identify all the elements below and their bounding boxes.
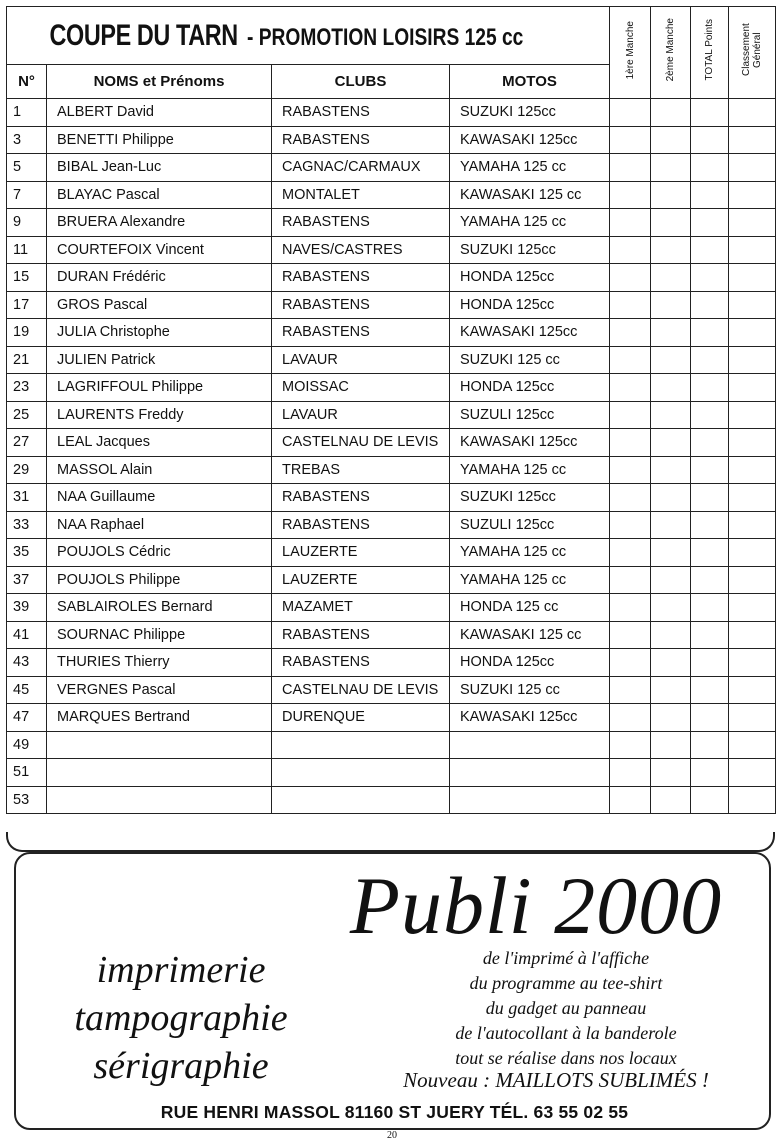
round2-score — [651, 209, 691, 237]
rider-moto: HONDA 125cc — [450, 291, 610, 319]
round2-score — [651, 786, 691, 814]
ad-service: imprimerie — [96, 949, 266, 991]
rider-club: LAVAUR — [272, 401, 450, 429]
overall-rank — [729, 154, 776, 182]
row-number: 23 — [7, 374, 47, 402]
rider-club: CASTELNAU DE LEVIS — [272, 676, 450, 704]
total-points — [691, 319, 729, 347]
rider-moto: SUZULI 125cc — [450, 511, 610, 539]
overall-rank — [729, 126, 776, 154]
rider-moto: HONDA 125cc — [450, 374, 610, 402]
table-row — [7, 264, 776, 292]
row-number: 45 — [7, 676, 47, 704]
rider-name: BLAYAC Pascal — [47, 181, 272, 209]
rider-name: DURAN Frédéric — [47, 264, 272, 292]
round2-score — [651, 374, 691, 402]
rider-club: RABASTENS — [272, 209, 450, 237]
round2-score — [651, 594, 691, 622]
round2-score — [651, 759, 691, 787]
round2-score — [651, 236, 691, 264]
rider-moto: KAWASAKI 125cc — [450, 126, 610, 154]
row-number: 5 — [7, 154, 47, 182]
rider-name: MARQUES Bertrand — [47, 704, 272, 732]
rider-moto: KAWASAKI 125 cc — [450, 181, 610, 209]
round2-score — [651, 649, 691, 677]
round2-score — [651, 566, 691, 594]
ad-slogans — [376, 946, 756, 1071]
round2-score — [651, 429, 691, 457]
title-main: COUPE DU TARN — [49, 18, 239, 52]
header-name: NOMS et Prénoms — [47, 65, 272, 99]
round2-score — [651, 126, 691, 154]
table-row — [7, 154, 776, 182]
table-row — [7, 236, 776, 264]
row-number: 21 — [7, 346, 47, 374]
ad-slogan: tout se réalise dans nos locaux — [455, 1048, 677, 1068]
round1-score — [610, 264, 651, 292]
overall-rank — [729, 264, 776, 292]
rider-moto: KAWASAKI 125cc — [450, 704, 610, 732]
round1-score — [610, 731, 651, 759]
rider-moto: HONDA 125 cc — [450, 594, 610, 622]
rider-name: NAA Guillaume — [47, 484, 272, 512]
row-number: 47 — [7, 704, 47, 732]
rider-name — [47, 759, 272, 787]
round2-score — [651, 731, 691, 759]
header-club: CLUBS — [272, 65, 450, 99]
results-table — [6, 6, 776, 814]
table-row — [7, 786, 776, 814]
total-points — [691, 181, 729, 209]
rider-club: RABASTENS — [272, 126, 450, 154]
overall-rank — [729, 429, 776, 457]
rider-moto — [450, 731, 610, 759]
rider-name: POUJOLS Philippe — [47, 566, 272, 594]
total-points — [691, 154, 729, 182]
ad-service: tampographie — [74, 997, 288, 1039]
title-sub: - PROMOTION LOISIRS 125 cc — [247, 23, 524, 51]
row-number: 35 — [7, 539, 47, 567]
round1-score — [610, 621, 651, 649]
row-number: 33 — [7, 511, 47, 539]
rider-name: COURTEFOIX Vincent — [47, 236, 272, 264]
round1-score — [610, 429, 651, 457]
row-number: 41 — [7, 621, 47, 649]
rider-club: RABASTENS — [272, 99, 450, 127]
rider-name: GROS Pascal — [47, 291, 272, 319]
rider-moto: YAMAHA 125 cc — [450, 456, 610, 484]
round1-score — [610, 154, 651, 182]
table-row — [7, 594, 776, 622]
overall-rank — [729, 236, 776, 264]
rider-moto: HONDA 125cc — [450, 264, 610, 292]
rider-name: SABLAIROLES Bernard — [47, 594, 272, 622]
rider-moto: SUZUKI 125 cc — [450, 676, 610, 704]
page-number: 20 — [387, 1130, 397, 1141]
table-row — [7, 649, 776, 677]
round1-score — [610, 759, 651, 787]
total-points — [691, 99, 729, 127]
round1-score — [610, 676, 651, 704]
rider-club: RABASTENS — [272, 291, 450, 319]
rider-moto: SUZUKI 125cc — [450, 484, 610, 512]
total-points — [691, 621, 729, 649]
rider-name: JULIA Christophe — [47, 319, 272, 347]
header-round1: 1ère Manche — [610, 7, 651, 99]
total-points — [691, 594, 729, 622]
rider-moto: YAMAHA 125 cc — [450, 539, 610, 567]
total-points — [691, 759, 729, 787]
table-row — [7, 181, 776, 209]
round2-score — [651, 539, 691, 567]
rider-club: TREBAS — [272, 456, 450, 484]
advertisement-box — [14, 852, 771, 1130]
rider-moto: HONDA 125cc — [450, 649, 610, 677]
round2-score — [651, 291, 691, 319]
row-number: 19 — [7, 319, 47, 347]
round2-score — [651, 484, 691, 512]
round2-score — [651, 319, 691, 347]
total-points — [691, 704, 729, 732]
row-number: 39 — [7, 594, 47, 622]
rider-club: RABASTENS — [272, 319, 450, 347]
round2-score — [651, 621, 691, 649]
table-row — [7, 621, 776, 649]
rider-moto: SUZUKI 125cc — [450, 236, 610, 264]
overall-rank — [729, 594, 776, 622]
rider-name: ALBERT David — [47, 99, 272, 127]
round1-score — [610, 291, 651, 319]
overall-rank — [729, 704, 776, 732]
total-points — [691, 649, 729, 677]
row-number: 1 — [7, 99, 47, 127]
rider-club: RABASTENS — [272, 649, 450, 677]
rider-club: RABASTENS — [272, 621, 450, 649]
round2-score — [651, 99, 691, 127]
round1-score — [610, 126, 651, 154]
row-number: 7 — [7, 181, 47, 209]
rider-moto — [450, 759, 610, 787]
total-points — [691, 126, 729, 154]
rider-moto: YAMAHA 125 cc — [450, 566, 610, 594]
round1-score — [610, 566, 651, 594]
round1-score — [610, 374, 651, 402]
table-row — [7, 401, 776, 429]
rider-name: BENETTI Philippe — [47, 126, 272, 154]
rider-name: VERGNES Pascal — [47, 676, 272, 704]
round1-score — [610, 236, 651, 264]
ad-slogan: de l'imprimé à l'affiche — [482, 948, 650, 968]
rider-moto: YAMAHA 125 cc — [450, 209, 610, 237]
rider-club: MAZAMET — [272, 594, 450, 622]
table-row — [7, 539, 776, 567]
rider-club: RABASTENS — [272, 264, 450, 292]
total-points — [691, 566, 729, 594]
round1-score — [610, 649, 651, 677]
rider-name: POUJOLS Cédric — [47, 539, 272, 567]
total-points — [691, 236, 729, 264]
overall-rank — [729, 99, 776, 127]
rider-name: SOURNAC Philippe — [47, 621, 272, 649]
overall-rank — [729, 401, 776, 429]
row-number: 17 — [7, 291, 47, 319]
rider-club: MONTALET — [272, 181, 450, 209]
round2-score — [651, 346, 691, 374]
rider-moto: SUZUKI 125 cc — [450, 346, 610, 374]
overall-rank — [729, 291, 776, 319]
row-number: 37 — [7, 566, 47, 594]
rider-moto: SUZUKI 125cc — [450, 99, 610, 127]
round1-score — [610, 209, 651, 237]
overall-rank — [729, 566, 776, 594]
total-points — [691, 429, 729, 457]
row-number: 9 — [7, 209, 47, 237]
overall-rank — [729, 456, 776, 484]
ad-services — [36, 946, 326, 1090]
rider-club: NAVES/CASTRES — [272, 236, 450, 264]
rider-name: LAURENTS Freddy — [47, 401, 272, 429]
overall-rank — [729, 209, 776, 237]
round1-score — [610, 99, 651, 127]
rider-name: JULIEN Patrick — [47, 346, 272, 374]
rider-name: NAA Raphael — [47, 511, 272, 539]
table-row — [7, 209, 776, 237]
round2-score — [651, 181, 691, 209]
rider-club: RABASTENS — [272, 484, 450, 512]
table-row — [7, 511, 776, 539]
round1-score — [610, 181, 651, 209]
overall-rank — [729, 649, 776, 677]
total-points — [691, 346, 729, 374]
round2-score — [651, 511, 691, 539]
overall-rank — [729, 511, 776, 539]
round1-score — [610, 456, 651, 484]
header-num: N° — [7, 65, 47, 99]
ad-slogan: du programme au tee-shirt — [469, 973, 663, 993]
total-points — [691, 731, 729, 759]
total-points — [691, 456, 729, 484]
table-row — [7, 291, 776, 319]
round2-score — [651, 264, 691, 292]
row-number: 11 — [7, 236, 47, 264]
header-round2: 2ème Manche — [651, 7, 691, 99]
round2-score — [651, 676, 691, 704]
rider-name — [47, 786, 272, 814]
row-number: 15 — [7, 264, 47, 292]
ad-service: sérigraphie — [93, 1045, 269, 1087]
row-number: 49 — [7, 731, 47, 759]
rider-name: BRUERA Alexandre — [47, 209, 272, 237]
rider-club: LAVAUR — [272, 346, 450, 374]
round2-score — [651, 154, 691, 182]
header-rank: Classement Général — [729, 7, 776, 99]
round2-score — [651, 456, 691, 484]
overall-rank — [729, 786, 776, 814]
rider-club: LAUZERTE — [272, 566, 450, 594]
total-points — [691, 539, 729, 567]
rider-name: LAGRIFFOUL Philippe — [47, 374, 272, 402]
row-number: 27 — [7, 429, 47, 457]
header-total: TOTAL Points — [691, 7, 729, 99]
overall-rank — [729, 374, 776, 402]
rider-club: DURENQUE — [272, 704, 450, 732]
total-points — [691, 484, 729, 512]
overall-rank — [729, 676, 776, 704]
table-row — [7, 99, 776, 127]
total-points — [691, 401, 729, 429]
total-points — [691, 209, 729, 237]
total-points — [691, 511, 729, 539]
rider-name: BIBAL Jean-Luc — [47, 154, 272, 182]
overall-rank — [729, 759, 776, 787]
rider-name — [47, 731, 272, 759]
table-row — [7, 456, 776, 484]
table-row — [7, 759, 776, 787]
ad-slogan: de l'autocollant à la banderole — [455, 1023, 677, 1043]
round1-score — [610, 511, 651, 539]
round1-score — [610, 704, 651, 732]
round1-score — [610, 484, 651, 512]
rider-moto: KAWASAKI 125cc — [450, 429, 610, 457]
table-row — [7, 126, 776, 154]
rider-moto: YAMAHA 125 cc — [450, 154, 610, 182]
round1-score — [610, 346, 651, 374]
overall-rank — [729, 181, 776, 209]
rider-club: LAUZERTE — [272, 539, 450, 567]
round1-score — [610, 319, 651, 347]
round2-score — [651, 704, 691, 732]
table-row — [7, 484, 776, 512]
total-points — [691, 374, 729, 402]
rider-name: THURIES Thierry — [47, 649, 272, 677]
rider-club — [272, 731, 450, 759]
table-row — [7, 731, 776, 759]
rider-club: CASTELNAU DE LEVIS — [272, 429, 450, 457]
overall-rank — [729, 621, 776, 649]
round1-score — [610, 401, 651, 429]
overall-rank — [729, 346, 776, 374]
ad-slogan: du gadget au panneau — [485, 998, 647, 1018]
row-number: 53 — [7, 786, 47, 814]
rider-club — [272, 759, 450, 787]
table-row — [7, 566, 776, 594]
row-number: 3 — [7, 126, 47, 154]
brace-divider — [6, 832, 775, 852]
row-number: 51 — [7, 759, 47, 787]
overall-rank — [729, 319, 776, 347]
overall-rank — [729, 731, 776, 759]
ad-address: RUE HENRI MASSOL 81160 ST JUERY TÉL. 63 55 02 55 — [160, 1102, 629, 1122]
total-points — [691, 264, 729, 292]
rider-club — [272, 786, 450, 814]
rider-name: MASSOL Alain — [47, 456, 272, 484]
rider-club: MOISSAC — [272, 374, 450, 402]
rider-name: LEAL Jacques — [47, 429, 272, 457]
overall-rank — [729, 484, 776, 512]
table-title — [7, 7, 610, 65]
round1-score — [610, 786, 651, 814]
rider-club: CAGNAC/CARMAUX — [272, 154, 450, 182]
rider-moto: SUZULI 125cc — [450, 401, 610, 429]
header-moto: MOTOS — [450, 65, 610, 99]
table-row — [7, 704, 776, 732]
round1-score — [610, 539, 651, 567]
table-row — [7, 374, 776, 402]
rider-moto: KAWASAKI 125 cc — [450, 621, 610, 649]
rider-club: RABASTENS — [272, 511, 450, 539]
rider-moto: KAWASAKI 125cc — [450, 319, 610, 347]
table-row — [7, 676, 776, 704]
ad-brand: Publi 2000 — [349, 860, 723, 951]
row-number: 29 — [7, 456, 47, 484]
total-points — [691, 786, 729, 814]
table-row — [7, 346, 776, 374]
round1-score — [610, 594, 651, 622]
ad-novelty: Nouveau : MAILLOTS SUBLIMÉS ! — [403, 1068, 709, 1092]
round2-score — [651, 401, 691, 429]
rider-moto — [450, 786, 610, 814]
table-row — [7, 319, 776, 347]
total-points — [691, 291, 729, 319]
overall-rank — [729, 539, 776, 567]
table-row — [7, 429, 776, 457]
row-number: 43 — [7, 649, 47, 677]
row-number: 25 — [7, 401, 47, 429]
total-points — [691, 676, 729, 704]
row-number: 31 — [7, 484, 47, 512]
